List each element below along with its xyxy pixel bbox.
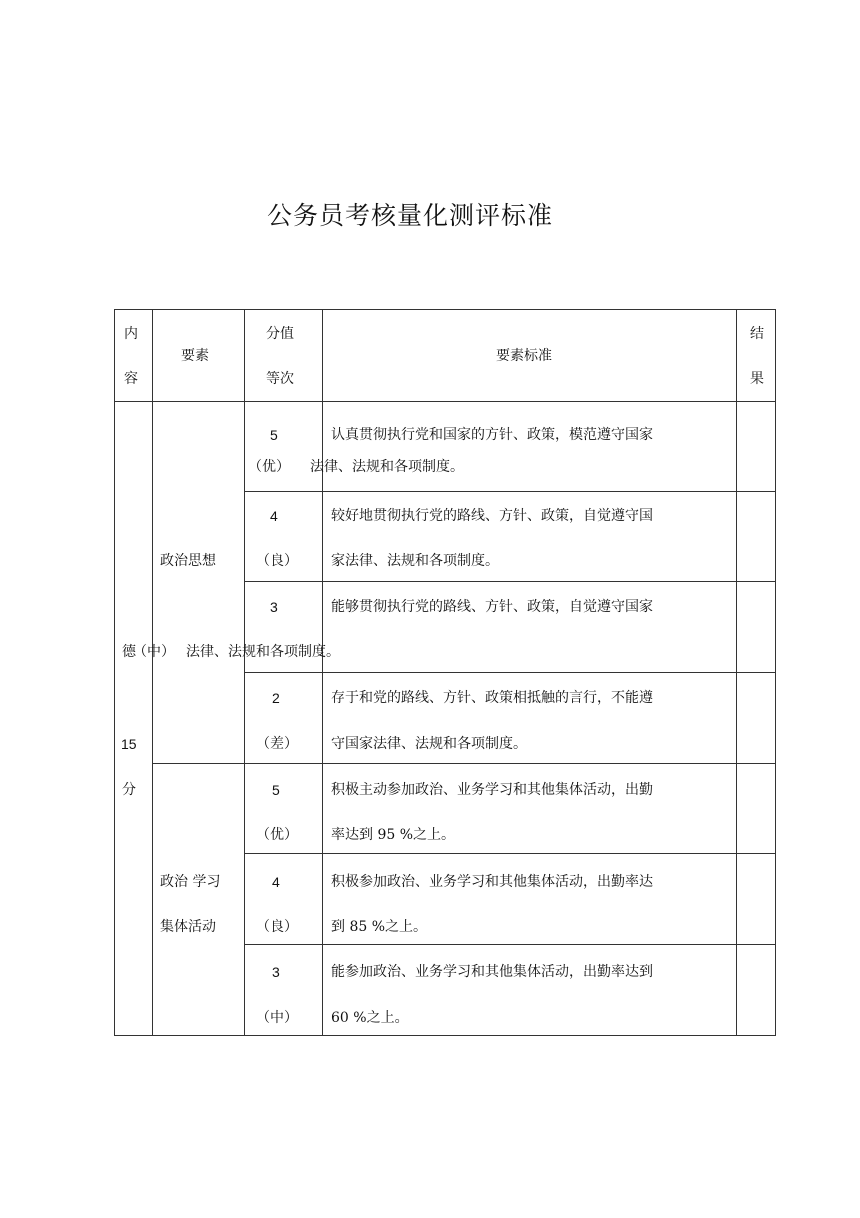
row6-score: 4: [272, 874, 280, 890]
row5-score: 5: [272, 782, 280, 798]
header-content-bottom: 容: [124, 371, 138, 387]
row1-standard-line1: 认真贯彻执行党和国家的方针、政策，模范遵守国家: [331, 427, 653, 443]
row6-grade: （良）: [256, 919, 298, 935]
col-line-3: [322, 309, 323, 1036]
row-line-5: [244, 853, 776, 854]
row3-standard-line1: 能够贯彻执行党的路线、方针、政策，自觉遵守国家: [331, 599, 653, 615]
header-score-top: 分值: [266, 326, 294, 342]
row3-score: 3: [270, 599, 278, 615]
row-line-1: [244, 491, 776, 492]
col-line-4: [736, 309, 737, 1036]
row-line-6: [244, 944, 776, 945]
page-title: 公务员考核量化测评标准: [266, 201, 553, 230]
header-standard: 要素标准: [496, 348, 552, 364]
row4-standard-line1: 存于和党的路线、方针、政策相抵触的言行，不能遵: [331, 690, 653, 706]
category-score: 15: [121, 736, 137, 752]
table-border-right: [775, 309, 776, 1036]
col-line-1: [152, 309, 153, 1036]
row1-grade: （优）: [248, 459, 290, 475]
row5-grade: （优）: [256, 827, 298, 843]
header-result-bottom: 果: [750, 371, 764, 387]
factor-study-line1: 政治 学习: [160, 874, 221, 890]
row1-score: 5: [270, 427, 278, 443]
table-border-top: [114, 309, 776, 310]
row7-score: 3: [272, 964, 280, 980]
row2-standard-line1: 较好地贯彻执行党的路线、方针、政策，自觉遵守国: [331, 508, 653, 524]
row2-score: 4: [270, 508, 278, 524]
row6-standard-line2: 到 85 %之上。: [331, 919, 428, 935]
row-line-4: [152, 763, 776, 764]
row1-standard-line2: 法律、法规和各项制度。: [310, 459, 464, 475]
category-morality: 德: [122, 644, 136, 660]
row6-standard-line1: 积极参加政治、业务学习和其他集体活动，出勤率达: [331, 874, 653, 890]
row5-standard-line1: 积极主动参加政治、业务学习和其他集体活动，出勤: [331, 782, 653, 798]
col-line-2: [244, 309, 245, 1036]
factor-study-line2: 集体活动: [160, 919, 216, 935]
header-bottom-line: [114, 401, 776, 402]
row5-standard-line2: 率达到 95 %之上。: [331, 827, 456, 843]
category-unit: 分: [122, 782, 136, 798]
table-border-bottom: [114, 1035, 776, 1036]
row7-standard-line2: 60 %之上。: [331, 1010, 409, 1026]
factor-political-thought: 政治思想: [160, 553, 216, 569]
row2-standard-line2: 家法律、法规和各项制度。: [331, 553, 499, 569]
header-content-top: 内: [124, 326, 138, 342]
row4-score: 2: [272, 690, 280, 706]
header-result-top: 结: [750, 326, 764, 342]
row3-standard-line2: 法律、法规和各项制度。: [186, 644, 340, 660]
row-line-2: [244, 581, 776, 582]
row4-grade: （差）: [256, 736, 298, 752]
row-line-3: [244, 672, 776, 673]
table-border-left: [114, 309, 115, 1036]
header-score-bottom: 等次: [266, 371, 294, 387]
row3-grade: （中）: [133, 644, 175, 660]
row4-standard-line2: 守国家法律、法规和各项制度。: [331, 736, 527, 752]
row2-grade: （良）: [256, 553, 298, 569]
row7-standard-line1: 能参加政治、业务学习和其他集体活动，出勤率达到: [331, 964, 653, 980]
row7-grade: （中）: [256, 1010, 298, 1026]
header-factor: 要素: [181, 348, 209, 364]
